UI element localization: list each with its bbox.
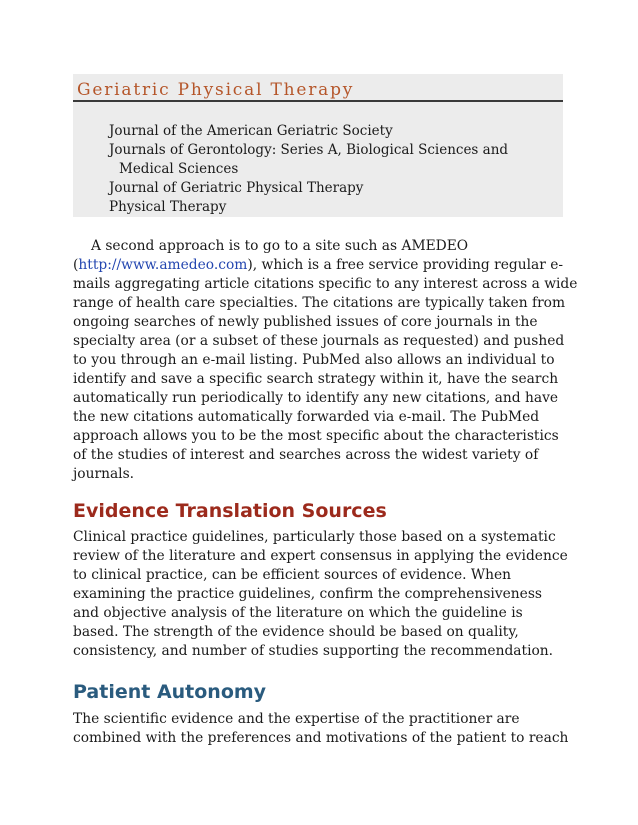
text-line: to you through an e-mail listing. PubMed also allows an individual to — [73, 352, 555, 368]
sidebar-title-rule — [73, 100, 563, 102]
text-line: based. The strength of the evidence should be based on quality, — [73, 624, 519, 640]
text-line: range of health care specialties. The citations are typically taken from — [73, 295, 566, 311]
text-line: examining the practice guidelines, confirm the comprehensiveness — [73, 586, 542, 602]
text-line: approach allows you to be the most specific about the characteristics — [73, 428, 559, 444]
journal-item: Journals of Gerontology: Series A, Biological Sciences and — [109, 142, 509, 158]
paragraph-guidelines — [73, 528, 568, 661]
text-line: specialty area (or a subset of these journals as requested) and pushed — [73, 333, 565, 349]
text-line: identify and save a specific search strategy within it, have the search — [73, 371, 559, 387]
text-line: journals. — [73, 466, 135, 482]
text-line: mails aggregating article citations specific to any interest across a wide — [73, 276, 578, 292]
text-line: the new citations automatically forwarded via e-mail. The PubMed — [73, 409, 540, 425]
text-line: consistency, and number of studies supporting the recommendation. — [73, 643, 554, 659]
text-line: (http://www.amedeo.com), which is a free service providing regular e- — [73, 257, 564, 273]
journal-item: Journal of the American Geriatric Society — [109, 123, 393, 139]
text-line: to clinical practice, can be efficient sources of evidence. When — [73, 567, 512, 583]
text-line: and objective analysis of the literature on which the guideline is — [73, 605, 523, 621]
amedeo-link[interactable]: http://www.amedeo.com — [78, 257, 248, 273]
text-line: of the studies of interest and searches across the widest variety of — [73, 447, 539, 463]
text-line: combined with the preferences and motivations of the patient to reach — [73, 730, 569, 746]
text-line: A second approach is to go to a site such as AMEDEO — [91, 238, 469, 254]
text-line: review of the literature and expert consensus in applying the evidence — [73, 548, 568, 564]
journal-item: Journal of Geriatric Physical Therapy — [109, 180, 364, 196]
journal-sidebar-box — [73, 74, 563, 217]
paragraph-patient-autonomy — [73, 710, 568, 748]
text-line: The scientific evidence and the expertise of the practitioner are — [73, 711, 520, 727]
journal-item: Physical Therapy — [109, 199, 227, 215]
text-line: Clinical practice guidelines, particularly those based on a systematic — [73, 529, 556, 545]
paragraph-amedeo — [73, 237, 578, 484]
section-heading-evidence-translation: Evidence Translation Sources — [73, 500, 387, 522]
sidebar-title: Geriatric Physical Therapy — [77, 80, 355, 100]
text-line: automatically run periodically to identify any new citations, and have — [73, 390, 559, 406]
journal-list — [109, 122, 508, 217]
text-line: ongoing searches of newly published issues of core journals in the — [73, 314, 538, 330]
journal-item-continuation: Medical Sciences — [119, 161, 239, 177]
section-heading-patient-autonomy: Patient Autonomy — [73, 681, 267, 703]
